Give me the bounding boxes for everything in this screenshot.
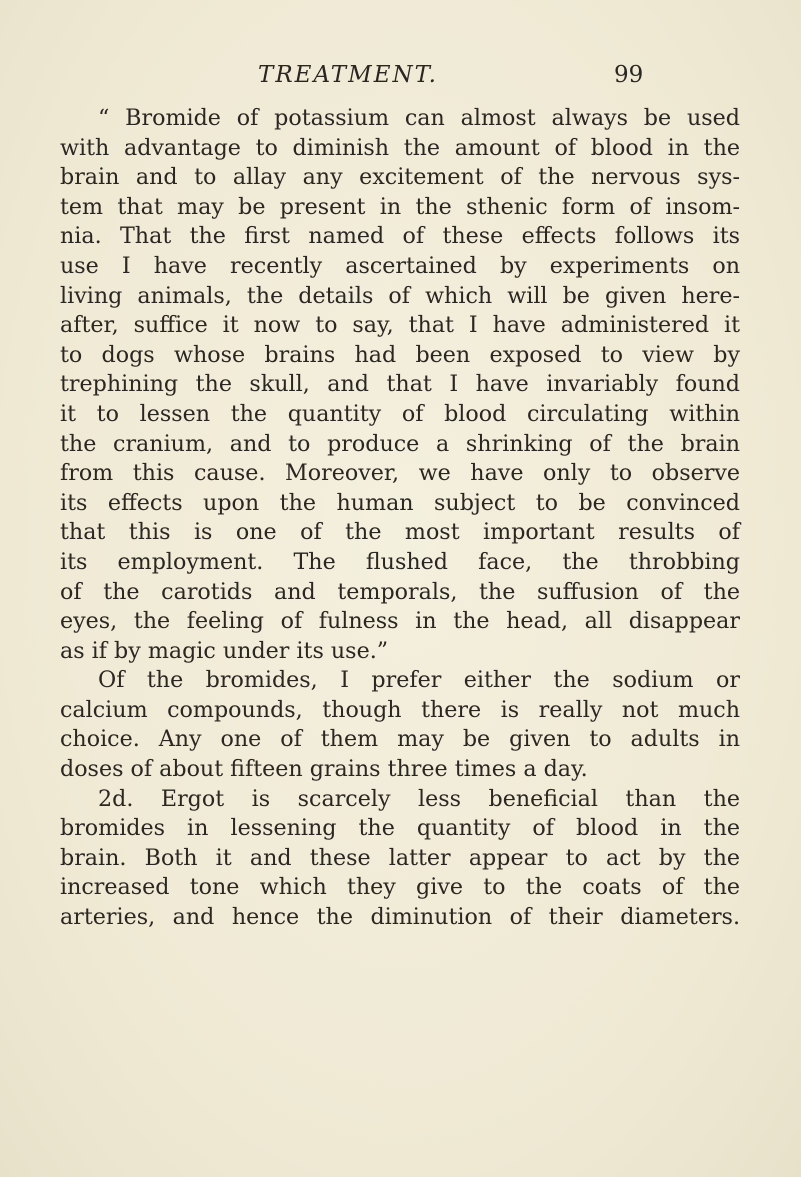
text-line: to dogs whose brains had been exposed to view by [60, 341, 740, 368]
text-line: brain. Both it and these latter appear to act by the [60, 844, 740, 871]
text-line: the cranium, and to produce a shrinking of the brain [60, 430, 740, 457]
page-header [0, 62, 801, 96]
text-line: choice. Any one of them may be given to adults in [60, 726, 740, 753]
text-line: living animals, the details of which will be given here- [60, 282, 740, 309]
text-line: increased tone which they give to the coats of the [60, 874, 740, 901]
text-line: it to lessen the quantity of blood circulating within [60, 400, 740, 427]
text-line: eyes, the feeling of fulness in the head, all disappear [60, 608, 740, 635]
text-line: Of the bromides, I prefer either the sodium or [98, 667, 740, 694]
text-line: tem that may be present in the sthenic form of insom- [60, 193, 740, 220]
text-line: after, suffice it now to say, that I have administered it [60, 312, 740, 339]
text-line: of the carotids and temporals, the suffusion of the [60, 578, 740, 605]
text-line: trephining the skull, and that I have invariably found [60, 371, 740, 398]
text-line: nia. That the first named of these effects follows its [60, 223, 740, 250]
text-line: as if by magic under its use.” [60, 637, 389, 664]
text-line: with advantage to diminish the amount of blood in the [60, 134, 740, 161]
text-line: 2d. Ergot is scarcely less beneficial than the [98, 785, 740, 812]
page-number: 99 [614, 62, 644, 88]
text-line: its effects upon the human subject to be convinced [60, 489, 740, 516]
text-line: its employment. The flushed face, the throbbing [60, 548, 740, 575]
text-line: “ Bromide of potassium can almost always be used [98, 105, 740, 131]
running-title: TREATMENT. [258, 62, 438, 88]
text-line: that this is one of the most important results of [60, 519, 740, 546]
text-line: use I have recently ascertained by experiments on [60, 252, 740, 279]
text-line: arteries, and hence the diminution of their diameters. [60, 904, 740, 931]
body-text [60, 104, 740, 933]
text-line: bromides in lessening the quantity of blood in the [60, 815, 740, 842]
text-line: brain and to allay any excitement of the nervous sys- [60, 164, 740, 191]
text-line: from this cause. Moreover, we have only to observe [60, 460, 740, 487]
text-line: doses of about fifteen grains three times a day. [60, 756, 588, 783]
text-line: calcium compounds, though there is really not much [60, 696, 740, 723]
